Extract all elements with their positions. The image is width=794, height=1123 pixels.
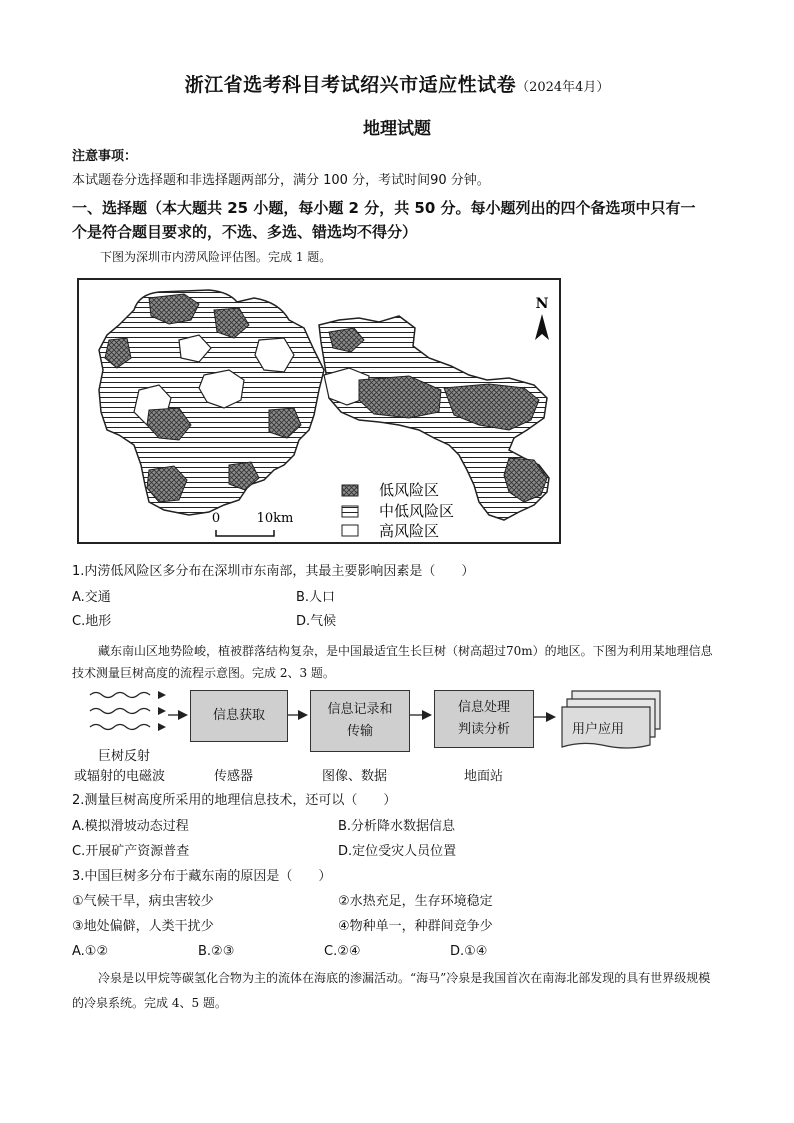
legend-swatch-medium-low xyxy=(342,506,358,517)
legend-swatch-low xyxy=(342,485,358,496)
legend-label-medium-low: 中低风险区 xyxy=(379,502,455,520)
flow-box-recording-line1: 信息记录和 xyxy=(327,702,393,717)
exam-date: （2024年4月） xyxy=(516,80,610,95)
section1-line2: 个是符合题目要求的，不选、多选、错选均不得分） xyxy=(72,223,418,241)
q2-option-a: A.模拟滑坡动态过程 xyxy=(72,819,189,834)
flow-box-acquisition: 信息获取 xyxy=(190,690,288,742)
exam-title xyxy=(0,70,794,97)
wave-arrow-2 xyxy=(158,707,166,715)
north-arrow-icon xyxy=(535,314,549,340)
flow-label-image-data: 图像、数据 xyxy=(322,769,388,784)
wave-arrow-3 xyxy=(158,723,166,731)
q3-item-1: ①气候干旱，病虫害较少 xyxy=(72,894,214,909)
legend-label-high: 高风险区 xyxy=(379,522,440,540)
flow-source-line1: 巨树反射 xyxy=(98,749,151,764)
scale-zero: 0 xyxy=(211,511,221,526)
flow-box-recording-line2: 传输 xyxy=(346,724,373,739)
arrow-3 xyxy=(422,710,432,720)
flow-source-line2: 或辐射的电磁波 xyxy=(74,769,166,784)
q1-option-d: D.气候 xyxy=(296,614,337,629)
north-label: N xyxy=(535,296,549,312)
flow-box-processing-line2: 判读分析 xyxy=(457,722,510,737)
map-drawing xyxy=(79,280,559,542)
flow-box-recording xyxy=(310,690,410,752)
flow-box-user-app: 用户应用 xyxy=(572,722,625,737)
flow-label-ground-station: 地面站 xyxy=(464,769,504,784)
flow-diagram xyxy=(72,685,692,785)
q3-stem: 3.中国巨树多分布于藏东南的原因是（ ） xyxy=(72,869,332,884)
q2-option-c: C.开展矿产资源普查 xyxy=(72,844,190,859)
intro-q4-q5: 冷泉是以甲烷等碳氢化合物为主的流体在海底的渗漏活动。“海马”冷泉是我国首次在南海北部发现的具有世界级规模的冷泉系统。完成 4、5 题。 xyxy=(72,971,711,1010)
arrow-2 xyxy=(298,710,308,720)
flow-label-sensor: 传感器 xyxy=(214,769,254,784)
q1-option-c: C.地形 xyxy=(72,614,112,629)
wave-icon-2 xyxy=(90,709,150,714)
q2-stem: 2.测量巨树高度所采用的地理信息技术，还可以（ ） xyxy=(72,793,397,808)
q3-option-c: C.②④ xyxy=(324,944,361,959)
q2-option-b: B.分析降水数据信息 xyxy=(338,819,456,834)
q3-item-4: ④物种单一，种群间竞争少 xyxy=(338,919,493,934)
scale-bar xyxy=(216,530,274,536)
q3-item-2: ②水热充足，生存环境稳定 xyxy=(338,894,493,909)
q1-option-b: B.人口 xyxy=(296,590,336,605)
exam-title-text: 浙江省选考科目考试绍兴市适应性试卷 xyxy=(184,74,517,96)
arrow-4 xyxy=(546,712,556,722)
section1-line1: 一、选择题（本大题共 25 小题，每小题 2 分，共 50 分。每小题列出的四个备选项中只有一 xyxy=(72,199,696,217)
scale-label: 10km xyxy=(256,511,294,526)
wave-icon-1 xyxy=(90,693,150,698)
subject-title: 地理试题 xyxy=(363,119,431,139)
flow-box-processing xyxy=(434,690,534,748)
wave-arrow-1 xyxy=(158,691,166,699)
q3-item-3: ③地处偏僻，人类干扰少 xyxy=(72,919,214,934)
q3-option-b: B.②③ xyxy=(198,944,235,959)
notice-heading: 注意事项： xyxy=(72,149,138,164)
q3-option-a: A.①② xyxy=(72,944,109,959)
intro-q1: 下图为深圳市内涝风险评估图。完成 1 题。 xyxy=(100,250,332,264)
flood-risk-map xyxy=(77,278,561,544)
flow-box-processing-line1: 信息处理 xyxy=(457,700,510,715)
q1-option-a: A.交通 xyxy=(72,590,111,605)
legend-swatch-high xyxy=(342,525,358,536)
q2-option-d: D.定位受灾人员位置 xyxy=(338,844,457,859)
arrow-1 xyxy=(178,710,188,720)
q1-stem: 1.内涝低风险区多分布在深圳市东南部，其最主要影响因素是（ ） xyxy=(72,564,475,579)
notice-text: 本试题卷分选择题和非选择题两部分，满分 100 分，考试时间90 分钟。 xyxy=(72,173,490,188)
q3-option-d: D.①④ xyxy=(450,944,488,959)
legend-label-low: 低风险区 xyxy=(379,481,440,499)
wave-icon-3 xyxy=(90,725,150,730)
intro-q2-q3: 藏东南山区地势险峻，植被群落结构复杂，是中国最适宜生长巨树（树高超过70m）的地区。下图为利用某地理信息技术测量巨树高度的流程示意图。完成 2、3 题。 xyxy=(72,644,713,680)
